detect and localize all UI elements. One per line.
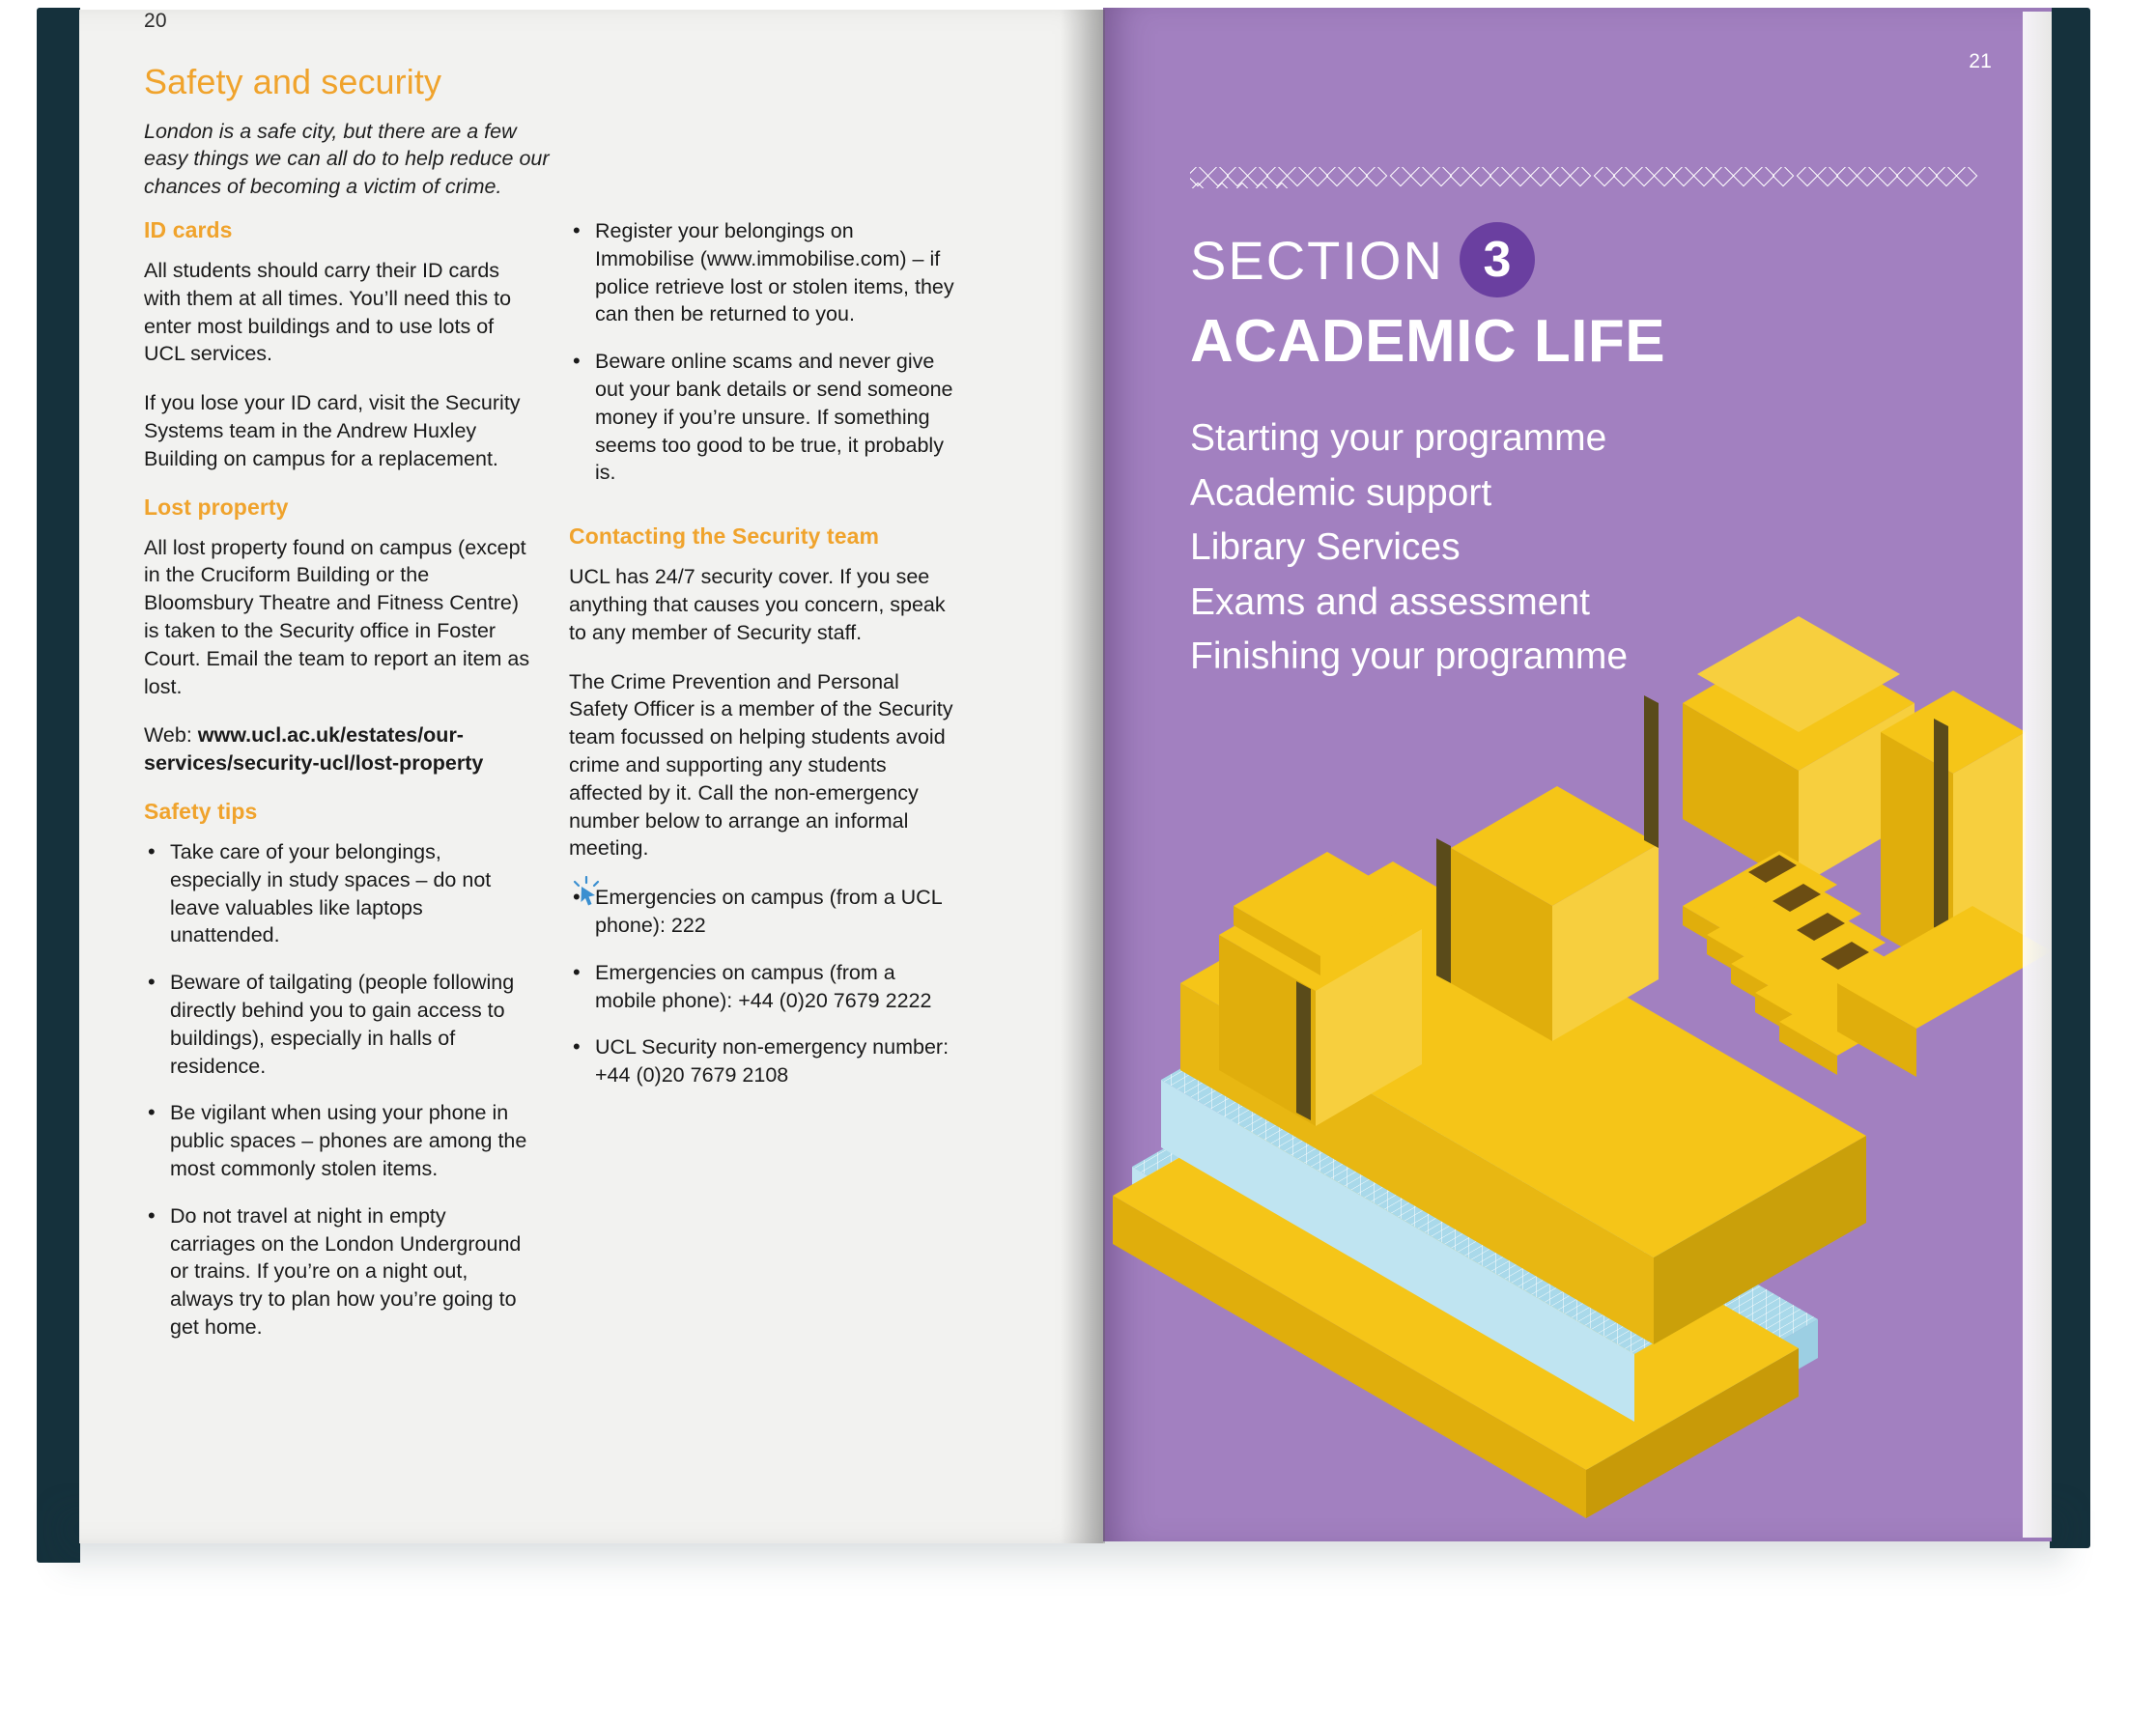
list-item: • Be vigilant when using your phone in public spaces – phones are among the most commonly stolen items. [144,1099,530,1182]
right-column [569,217,955,1109]
page-number-right: 21 [1969,50,1992,72]
security-paragraph-2: The Crime Prevention and Personal Safety Officer is a member of the Security team focussed on helping students avoid crime and supporting any students affected by it. Call the non-emergency number below to arrange an informal meeting. [569,669,953,861]
page-number-left: 20 [144,10,167,32]
list-item: • Emergencies on campus (from a UCL phone): 222 [569,884,955,940]
list-item: Exams and assessment [1190,580,1591,623]
page-edge-right [2023,12,2052,1538]
heading-safety-tips: Safety tips [144,798,258,824]
safety-tips-list [144,838,530,1342]
list-item: Finishing your programme [1190,636,1629,678]
lost-property-web [144,721,530,777]
id-cards-paragraph-1: All students should carry their ID cards with them at all times. You’ll need this to enter most buildings and to use lots of UCL services. [144,259,512,366]
heading-contacting-security: Contacting the Security team [569,523,880,550]
list-item: • Do not travel at night in empty carriages on the London Underground or trains. If you’re on a night out, always try to plan how you’re going to get home. [144,1202,530,1342]
left-page [79,10,1103,1543]
online-safety-list [569,217,955,487]
page-title: Safety and security [144,62,442,101]
list-item: • Emergencies on campus (from a mobile phone): +44 (0)20 7679 2222 [569,959,955,1015]
section-number-badge: 3 [1460,222,1535,297]
lost-property-paragraph: All lost property found on campus (except in the Cruciform Building or the Bloomsbury Theatre and Fitness Centre) is taken to the Security office in Foster Court. Email the team to report an item as lost. [144,535,530,698]
isometric-building-illustration [1103,529,2052,1541]
section-title: ACADEMIC LIFE [1190,308,1666,375]
page-gutter-shadow [1061,10,1105,1543]
list-item: Library Services [1190,526,1461,569]
security-contacts-list [569,884,955,1089]
web-label: Web: [144,723,198,748]
heading-id-cards: ID cards [144,217,233,242]
list-item: • Take care of your belongings, especially in study spaces – do not leave valuables like laptops unattended. [144,838,530,949]
list-item: Starting your programme [1190,417,1607,459]
book-edge-right [2050,8,2090,1548]
security-paragraph-1: UCL has 24/7 security cover. If you see anything that causes you concern, speak to any member of Security staff. [569,565,946,644]
diamond-rule-decoration [1190,167,1982,188]
list-item: Academic support [1190,471,1492,514]
list-item: • Beware online scams and never give out your bank details or send someone money if you’re unsure. If something seems too good to be true, it probably is. [569,348,955,487]
standfirst-text: London is a safe city, but there are a few easy things we can all do to help reduce our chances of becoming a victim of crime. [144,120,550,198]
heading-lost-property: Lost property [144,494,289,520]
list-item: • UCL Security non-emergency number: +44 (0)20 7679 2108 [569,1033,955,1089]
list-item: • Beware of tailgating (people following directly behind you to gain access to buildings), especially in halls of residence. [144,969,530,1080]
cursor-click-icon [570,876,603,909]
lost-property-url[interactable]: www.ucl.ac.uk/estates/our-services/security-ucl/lost-property [144,723,484,776]
section-word: SECTION [1190,229,1444,291]
left-column [144,217,530,1361]
list-item: • Register your belongings on Immobilise (www.immobilise.com) – if police retrieve lost or stolen items, they can then be returned to you. [569,217,955,328]
id-cards-paragraph-2: If you lose your ID card, visit the Security Systems team in the Andrew Huxley Building on campus for a replacement. [144,391,521,470]
right-page [1103,8,2052,1541]
section-heading-row [1190,222,1535,297]
book-edge-left [37,8,80,1563]
